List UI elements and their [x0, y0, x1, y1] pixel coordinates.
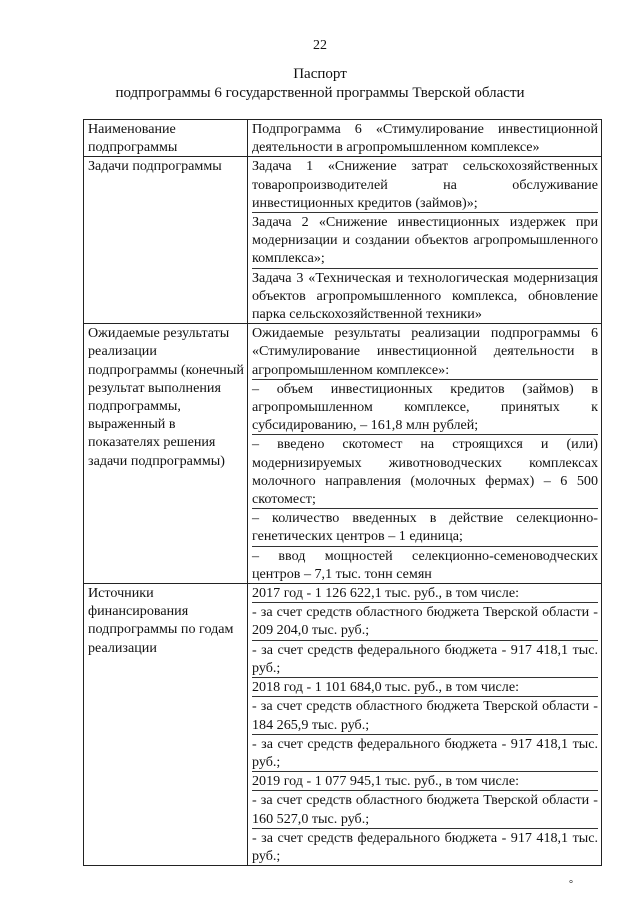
row-paragraph: - за счет средств федерального бюджета - 917 418,1 тыс. руб.;	[252, 641, 598, 678]
row-content	[248, 157, 602, 324]
row-content	[248, 120, 602, 157]
row-paragraph: - за счет средств областного бюджета Тверской области - 184 265,9 тыс. руб.;	[252, 697, 598, 734]
table-row-tasks	[84, 157, 602, 324]
page-number: 22	[313, 38, 327, 53]
row-paragraph: Ожидаемые результаты реализации подпрограммы 6 «Стимулирование инвестиционной деятельности в агропромышленном комплексе»:	[252, 324, 598, 380]
title-line-2: подпрограммы 6 государственной программы Тверской области	[115, 85, 525, 101]
row-paragraph: Задача 2 «Снижение инвестиционных издержек при модернизации и создании объектов агропромышленного комплекса»;	[252, 213, 598, 269]
row-label: Источники финансирования подпрограммы по годам реализации	[84, 584, 248, 866]
row-paragraph: - за счет средств федерального бюджета - 917 418,1 тыс. руб.;	[252, 829, 598, 864]
table-row-name	[84, 120, 602, 157]
row-content	[248, 324, 602, 584]
table-row-funding	[84, 584, 602, 866]
row-paragraph: 2017 год - 1 126 622,1 тыс. руб., в том числе:	[252, 584, 598, 603]
row-label: Задачи подпрограммы	[84, 157, 248, 324]
title-line-1: Паспорт	[293, 66, 347, 82]
footer-mark: °	[569, 879, 573, 890]
row-label: Ожидаемые результаты реализации подпрограммы (конечный результат выполнения подпрограммы, выраженный в показателях решения задачи подпрограммы)	[84, 324, 248, 584]
table-row-results	[84, 324, 602, 584]
row-paragraph: - за счет средств областного бюджета Тверской области - 209 204,0 тыс. руб.;	[252, 603, 598, 640]
row-label: Наименование подпрограммы	[84, 120, 248, 157]
row-paragraph: - за счет средств областного бюджета Тверской области - 160 527,0 тыс. руб.;	[252, 791, 598, 828]
passport-table	[83, 119, 602, 866]
row-paragraph: - за счет средств федерального бюджета - 917 418,1 тыс. руб.;	[252, 735, 598, 772]
row-paragraph: – введено скотомест на строящихся и (или) модернизируемых животноводческих комплексах молочного направления (молочных фермах) – 6 500 скотомест;	[252, 435, 598, 509]
row-paragraph: – объем инвестиционных кредитов (займов) в агропромышленном комплексе, принятых к субсидированию, – 161,8 млн рублей;	[252, 380, 598, 436]
row-paragraph: Задача 3 «Техническая и технологическая модернизация объектов агропромышленного комплекса, обновление парка сельскохозяйственной техники»	[252, 269, 598, 323]
row-content	[248, 584, 602, 866]
row-paragraph: Задача 1 «Снижение затрат сельскохозяйственных товаропроизводителей на обслуживание инвестиционных кредитов (займов)»;	[252, 157, 598, 213]
row-paragraph: 2019 год - 1 077 945,1 тыс. руб., в том числе:	[252, 772, 598, 791]
row-paragraph: – ввод мощностей селекционно-семеноводческих центров – 7,1 тыс. тонн семян	[252, 547, 598, 582]
row-paragraph: Подпрограмма 6 «Стимулирование инвестиционной деятельности в агропромышленном комплексе»	[252, 121, 598, 156]
row-paragraph: 2018 год - 1 101 684,0 тыс. руб., в том числе:	[252, 678, 598, 697]
document-title	[0, 65, 640, 103]
row-paragraph: – количество введенных в действие селекционно-генетических центров – 1 единица;	[252, 509, 598, 546]
